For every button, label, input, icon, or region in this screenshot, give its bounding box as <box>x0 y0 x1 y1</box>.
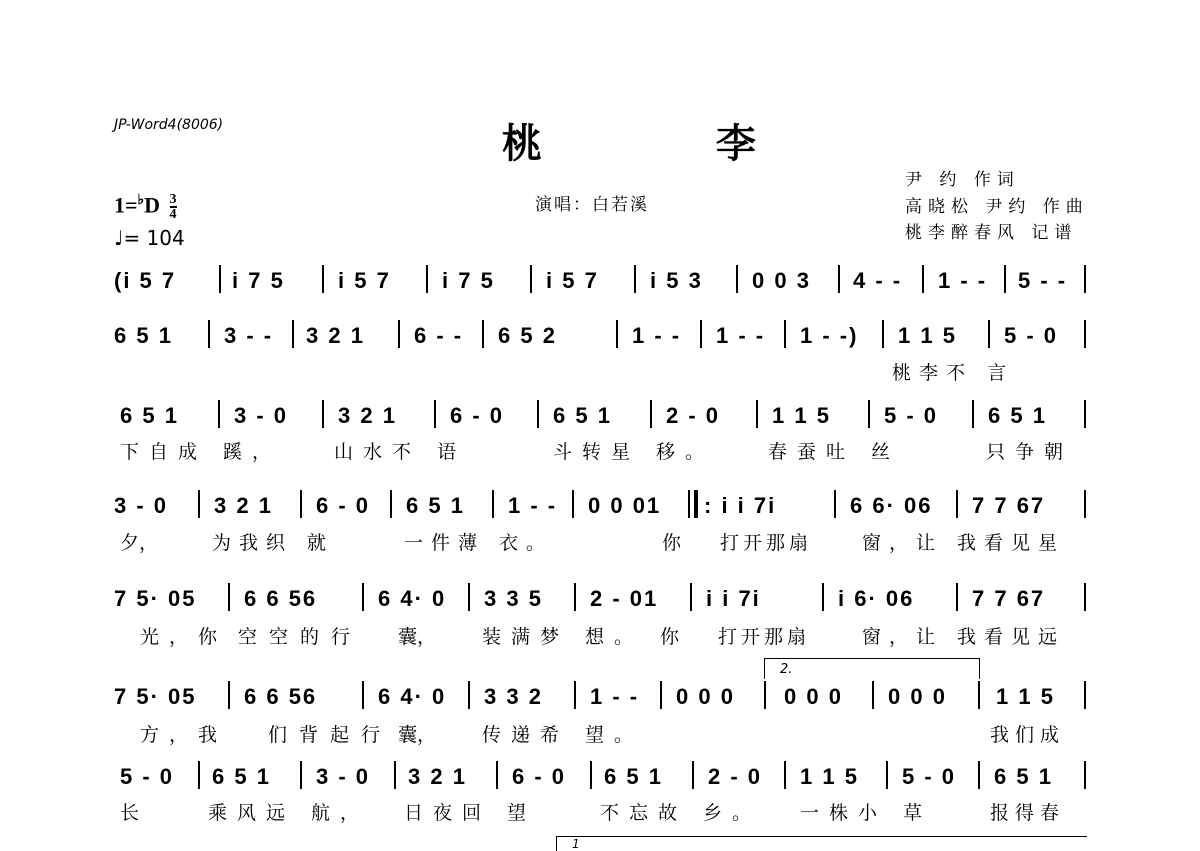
lyric-line: 我们成 <box>990 724 1066 746</box>
barline <box>322 265 324 293</box>
lyric-line: 囊， <box>398 724 437 746</box>
measure: 0 0 01 <box>588 493 662 518</box>
measure: 1 - - <box>632 323 682 348</box>
measure: 1 - -) <box>800 323 859 348</box>
lyric-line: 夕， <box>120 532 159 554</box>
lyric-line: 装满梦 想。 <box>482 626 644 648</box>
measure: 2 - 0 <box>708 764 763 789</box>
song-title: 桃 李 <box>502 120 836 167</box>
barline <box>690 583 692 611</box>
barline <box>988 320 990 348</box>
lyric-line: 你 <box>662 532 682 554</box>
time-bottom: 4 <box>169 207 177 223</box>
measure: 0 0 0 <box>888 684 947 709</box>
lyric-line: 春蚕吐 丝 <box>768 441 901 463</box>
barline <box>886 761 888 789</box>
lyric-line: 打开那扇 <box>718 626 811 648</box>
measure: 6 5 2 <box>498 323 557 348</box>
tempo-value: = 104 <box>123 226 185 250</box>
measure: 3 - 0 <box>234 403 289 428</box>
barline <box>468 681 470 709</box>
barline <box>764 681 766 709</box>
measure: 5 - - <box>1018 268 1068 293</box>
barline <box>756 400 758 428</box>
barline <box>572 490 574 518</box>
barline <box>972 400 974 428</box>
barline <box>198 490 200 518</box>
measure: : i i 7i <box>704 493 777 518</box>
barline <box>300 761 302 789</box>
measure: 1 1 5 <box>800 764 859 789</box>
barline <box>1084 583 1086 611</box>
measure: 6 5 1 <box>994 764 1053 789</box>
measure: 6 - 0 <box>450 403 505 428</box>
barline <box>574 583 576 611</box>
measure: 0 0 0 <box>784 684 843 709</box>
barline <box>390 490 392 518</box>
measure: 6 5 1 <box>988 403 1047 428</box>
lyric-line: 你 <box>660 626 680 648</box>
barline <box>838 265 840 293</box>
barline <box>1084 490 1086 518</box>
measure: 1 - - <box>716 323 766 348</box>
lyric-line: 方，我 <box>140 724 228 746</box>
measure: 3 2 1 <box>214 493 273 518</box>
barline <box>868 400 870 428</box>
lyric-line: 只争朝 <box>986 441 1074 463</box>
lyric-line: 桃李不 言 <box>892 362 1015 384</box>
barline <box>468 583 470 611</box>
measure: 7 5· 05 <box>114 586 197 611</box>
barline <box>228 681 230 709</box>
measure: 2 - 01 <box>590 586 659 611</box>
barline <box>574 681 576 709</box>
measure: 3 3 5 <box>484 586 543 611</box>
barline <box>650 400 652 428</box>
measure: 5 - 0 <box>120 764 175 789</box>
lyric-line: 乘风远 航， <box>208 802 370 824</box>
measure: 0 0 3 <box>752 268 811 293</box>
lyricist-credit: 尹 约 作词 <box>905 170 1020 190</box>
lyric-line: 山水不 语 <box>334 441 467 463</box>
barline <box>398 320 400 348</box>
volta-label: 1 <box>572 837 580 851</box>
measure: 6 5 1 <box>114 323 173 348</box>
barline <box>434 400 436 428</box>
lyric-line: 斗转星 移。 <box>553 441 715 463</box>
tempo-mark <box>114 226 185 250</box>
barline <box>1084 400 1086 428</box>
measure: 6 6· 06 <box>850 493 933 518</box>
barline <box>300 490 302 518</box>
measure: 6 5 1 <box>120 403 179 428</box>
barline <box>978 681 980 709</box>
measure: i 5 7 <box>546 268 599 293</box>
measure: 4 - - <box>853 268 903 293</box>
key-note: D <box>144 192 161 218</box>
measure: 5 - 0 <box>902 764 957 789</box>
measure: 7 7 67 <box>972 586 1046 611</box>
barline <box>692 761 694 789</box>
measure: 6 - 0 <box>512 764 567 789</box>
lyric-line: 空空的行 <box>238 626 363 648</box>
barline <box>292 320 294 348</box>
barline <box>956 583 958 611</box>
barline <box>660 681 662 709</box>
lyric-line: 日夜回 望 <box>404 802 537 824</box>
barline <box>482 320 484 348</box>
measure: 3 3 2 <box>484 684 543 709</box>
barline <box>978 761 980 789</box>
measure: i i 7i <box>706 586 761 611</box>
lyric-line: 不忘故 乡。 <box>600 802 762 824</box>
measure: (i 5 7 <box>114 268 177 293</box>
barline <box>537 400 539 428</box>
barline <box>922 265 924 293</box>
time-top: 3 <box>169 192 177 208</box>
barline <box>700 320 702 348</box>
lyric-line: 为我织 就 <box>212 532 335 554</box>
lyric-line: 一株小 草 <box>800 802 933 824</box>
measure: 1 - - <box>590 684 640 709</box>
barline <box>784 320 786 348</box>
lyric-line: 窗，让 我看见远 <box>862 626 1066 648</box>
barline <box>834 490 836 518</box>
measure: 6 - 0 <box>316 493 371 518</box>
measure: i 7 5 <box>232 268 285 293</box>
measure: 3 - - <box>224 323 274 348</box>
barline <box>362 681 364 709</box>
measure: 5 - 0 <box>884 403 939 428</box>
barline <box>426 265 428 293</box>
measure: i 5 7 <box>338 268 391 293</box>
measure: 1 1 5 <box>996 684 1055 709</box>
measure: 1 1 5 <box>898 323 957 348</box>
key-signature <box>114 192 177 221</box>
lyric-line: 报得春 <box>990 802 1066 824</box>
barline <box>872 681 874 709</box>
measure: 6 4· 0 <box>378 586 447 611</box>
measure: 0 0 0 <box>676 684 735 709</box>
measure: 6 6 56 <box>244 586 318 611</box>
barline <box>530 265 532 293</box>
repeat-start-barline <box>694 490 698 518</box>
lyric-line: 长 <box>120 802 140 824</box>
measure: 6 5 1 <box>604 764 663 789</box>
barline <box>394 761 396 789</box>
barline <box>1084 320 1086 348</box>
measure: 6 6 56 <box>244 684 318 709</box>
quarter-note-icon: ♩ <box>114 226 124 250</box>
lyric-line: 下自成 蹊， <box>120 441 282 463</box>
flat-icon: ♭ <box>137 193 145 208</box>
barline <box>1004 265 1006 293</box>
barline <box>882 320 884 348</box>
lyric-line: 囊， <box>398 626 437 648</box>
lyric-line: 传递希 望。 <box>482 724 644 746</box>
barline <box>228 583 230 611</box>
measure: 3 - 0 <box>114 493 169 518</box>
barline <box>956 490 958 518</box>
volta-bracket-second <box>764 658 980 679</box>
measure: i 5 3 <box>650 268 703 293</box>
lyric-line: 光，你 <box>140 626 228 648</box>
barline <box>634 265 636 293</box>
barline <box>208 320 210 348</box>
barline <box>736 265 738 293</box>
barline <box>590 761 592 789</box>
measure: 1 - - <box>508 493 558 518</box>
measure: 1 1 5 <box>772 403 831 428</box>
barline <box>492 490 494 518</box>
lyric-line: 窗，让 我看见星 <box>862 532 1066 554</box>
measure: 1 - - <box>938 268 988 293</box>
barline <box>496 761 498 789</box>
barline <box>219 265 221 293</box>
volta-label: 2. <box>780 662 793 677</box>
barline <box>616 320 618 348</box>
barline <box>784 761 786 789</box>
barline <box>218 400 220 428</box>
measure: 3 2 1 <box>408 764 467 789</box>
transcriber-credit: 桃李醉春风 记谱 <box>905 223 1078 243</box>
measure: 6 5 1 <box>406 493 465 518</box>
barline <box>1084 761 1086 789</box>
software-label: JP-Word4(8006) <box>114 117 224 133</box>
measure: 6 5 1 <box>212 764 271 789</box>
barline <box>1084 265 1086 293</box>
lyric-line: 打开那扇 <box>720 532 813 554</box>
barline <box>822 583 824 611</box>
key-prefix: 1= <box>114 192 138 218</box>
measure: 7 5· 05 <box>114 684 197 709</box>
measure: 5 - 0 <box>1004 323 1059 348</box>
barline <box>362 583 364 611</box>
barline <box>322 400 324 428</box>
barline <box>1084 681 1086 709</box>
measure: 3 2 1 <box>338 403 397 428</box>
measure: 7 7 67 <box>972 493 1046 518</box>
measure: 6 - - <box>414 323 464 348</box>
lyric-line: 们背起行 <box>268 724 393 746</box>
measure: i 7 5 <box>442 268 495 293</box>
barline <box>688 490 690 518</box>
volta-bracket-first <box>556 836 1087 851</box>
composer-credit: 高晓松 尹约 作曲 <box>905 197 1089 217</box>
measure: 6 5 1 <box>553 403 612 428</box>
measure: 3 2 1 <box>306 323 365 348</box>
lyric-line: 一件薄 衣。 <box>404 532 554 554</box>
measure: 2 - 0 <box>666 403 721 428</box>
measure: i 6· 06 <box>838 586 915 611</box>
measure: 3 - 0 <box>316 764 371 789</box>
singer-label: 演唱：白若溪 <box>535 195 649 215</box>
measure: 6 4· 0 <box>378 684 447 709</box>
time-signature <box>170 193 177 221</box>
barline <box>198 761 200 789</box>
